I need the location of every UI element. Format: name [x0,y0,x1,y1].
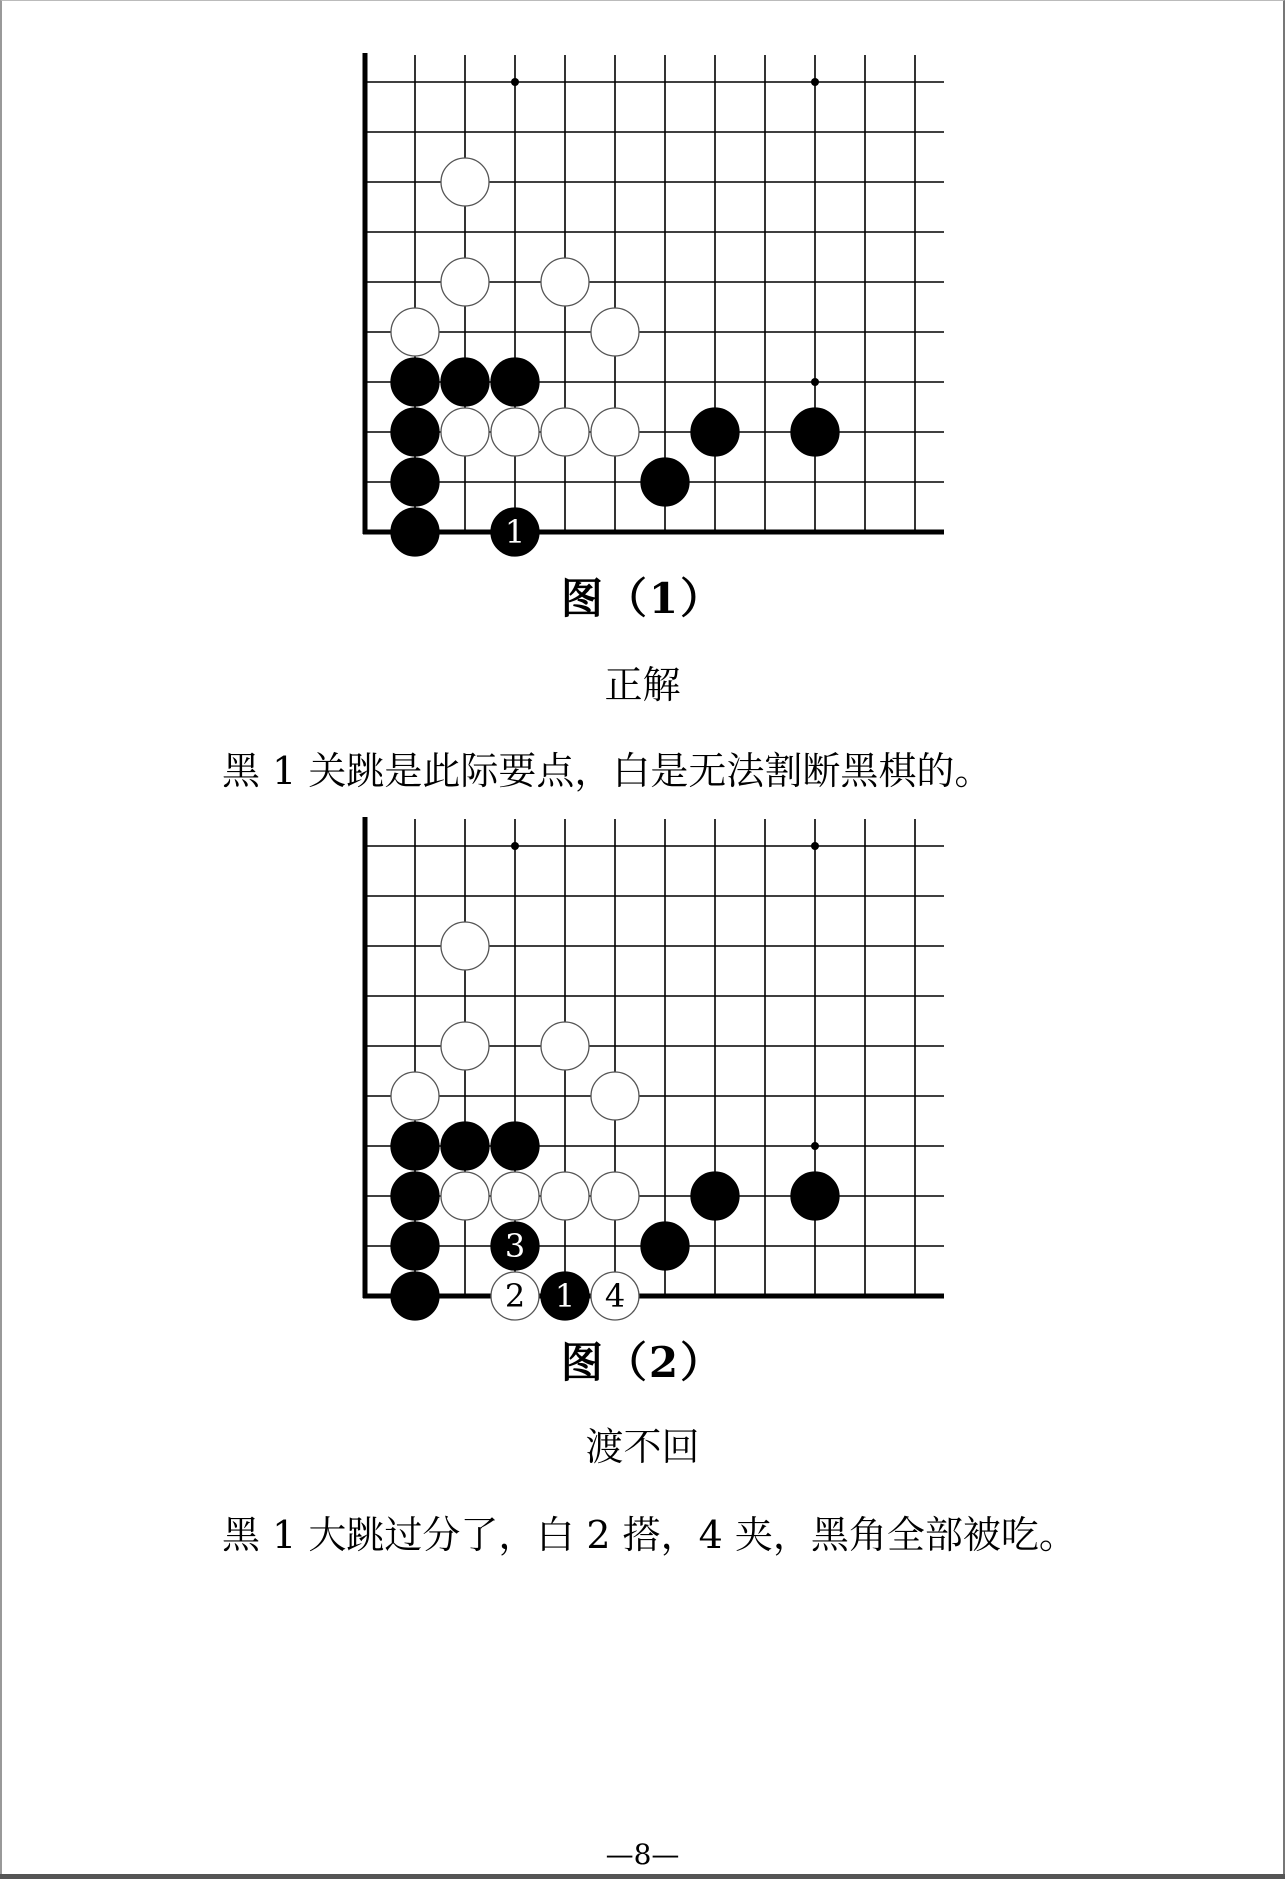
white-stone [441,408,489,456]
black-stone [691,1172,739,1220]
move-number-label: 1 [504,513,526,551]
black-stone [441,1122,489,1170]
black-stone [391,458,439,506]
star-point [511,78,519,86]
black-stone [491,1122,539,1170]
diagram-2-caption: 图（2） [560,1338,725,1387]
white-stone [441,158,489,206]
white-stone [541,258,589,306]
black-stone [441,358,489,406]
black-stone [791,1172,839,1220]
black-stone [391,358,439,406]
move-number-label: 3 [504,1227,526,1265]
black-stone [391,1272,439,1320]
white-stone [391,308,439,356]
diagram-2-subtitle: 渡不回 [585,1425,700,1469]
star-point [811,1142,819,1150]
go-board-diagram-2 [340,804,960,1334]
go-board-diagram-1 [340,40,960,570]
white-stone [541,408,589,456]
move-number-label: 4 [604,1277,626,1315]
white-stone [441,922,489,970]
move-number-label: 1 [554,1277,576,1315]
diagram-1-caption: 图（1） [560,574,725,623]
star-point [511,842,519,850]
white-stone [591,308,639,356]
white-stone [591,408,639,456]
white-stone [591,1172,639,1220]
black-stone [691,408,739,456]
black-stone [391,408,439,456]
white-stone [441,1172,489,1220]
white-stone [391,1072,439,1120]
star-point [811,378,819,386]
diagram-1-subtitle: 正解 [604,663,681,707]
diagram-1-explanation: 黑 1 关跳是此际要点，白是无法割断黑棋的。 [222,749,993,793]
white-stone [591,1072,639,1120]
star-point [811,842,819,850]
black-stone [491,358,539,406]
diagram-2-explanation: 黑 1 大跳过分了，白 2 搭，4 夹，黑角全部被吃。 [222,1513,1077,1557]
white-stone [541,1022,589,1070]
black-stone [391,1172,439,1220]
white-stone [441,1022,489,1070]
white-stone [491,1172,539,1220]
black-stone [391,508,439,556]
black-stone [391,1222,439,1270]
black-stone [391,1122,439,1170]
white-stone [441,258,489,306]
white-stone [491,408,539,456]
white-stone [541,1172,589,1220]
bottom-edge [0,1874,1285,1879]
page-number: —8— [605,1838,680,1871]
star-point [811,78,819,86]
black-stone [641,458,689,506]
black-stone [641,1222,689,1270]
black-stone [791,408,839,456]
move-number-label: 2 [504,1277,526,1315]
